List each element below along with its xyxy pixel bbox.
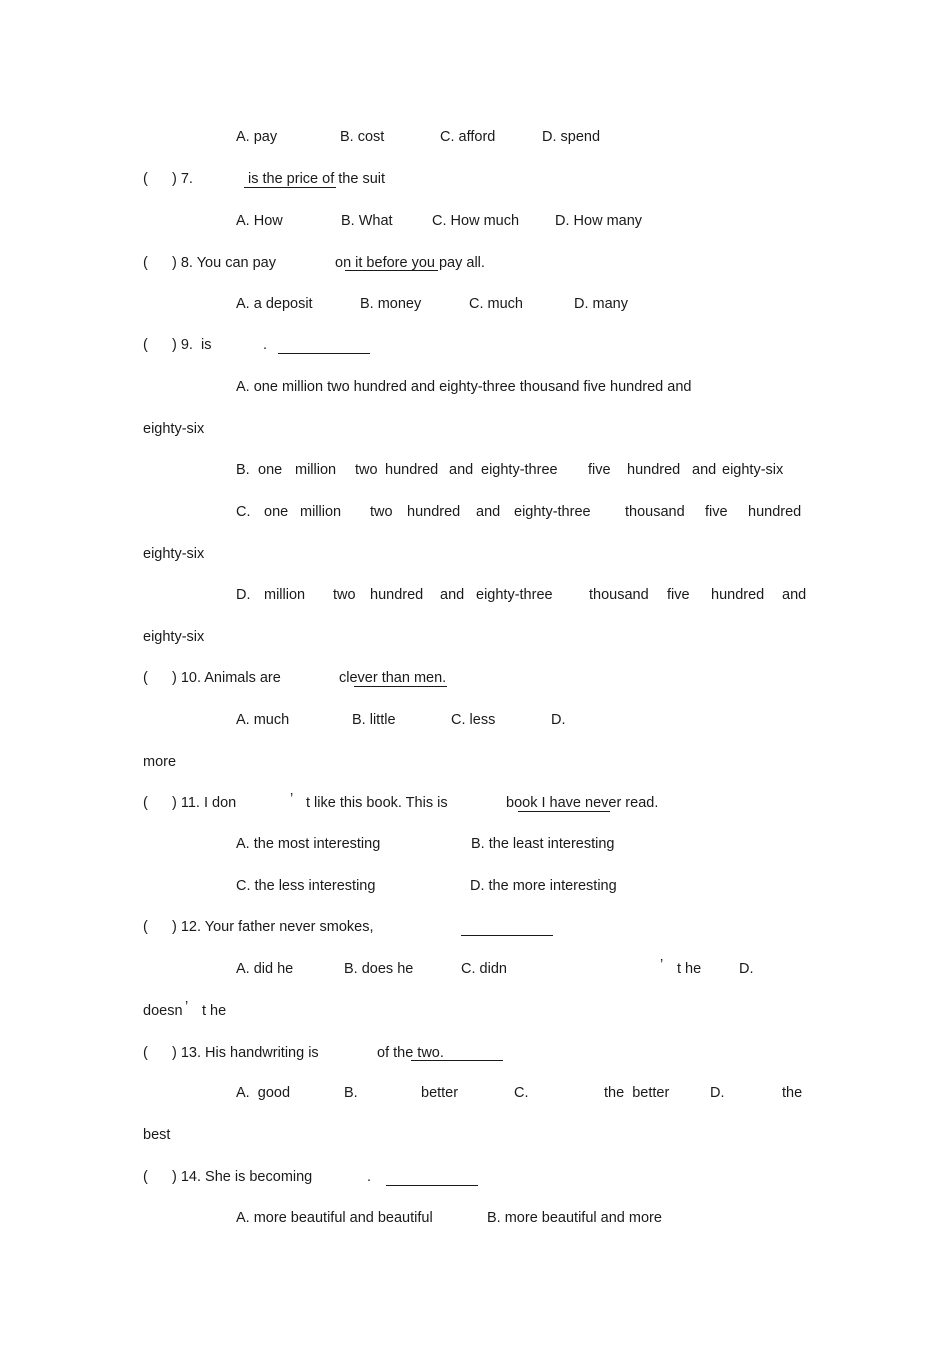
q10-option-d: D.: [551, 712, 566, 728]
answer-blank: [345, 270, 438, 271]
word: hundred: [748, 504, 802, 520]
word: million: [300, 504, 342, 520]
answer-blank: [411, 1060, 503, 1061]
question-stem-start: ) 13. His handwriting is: [172, 1045, 319, 1061]
apostrophe: ’: [660, 957, 664, 973]
word: and: [692, 462, 717, 478]
q12-option-d-continued: doesn: [143, 1003, 183, 1019]
word: hundred: [385, 462, 439, 478]
word: eighty-three: [514, 504, 591, 520]
word: D.: [236, 587, 251, 603]
question-stem-middle: t like this book. This is: [306, 795, 448, 811]
q12-option-d: D.: [739, 961, 754, 977]
question-stem-end: .: [263, 337, 268, 353]
word: and: [782, 587, 807, 603]
word: C.: [236, 504, 251, 520]
answer-blank: [278, 353, 370, 354]
q6-option-b: B. cost: [340, 129, 385, 145]
q8-option-a: A. a deposit: [236, 296, 313, 312]
answer-paren: (: [143, 337, 148, 353]
answer-paren: (: [143, 1045, 148, 1061]
word: eighty-six: [722, 462, 784, 478]
q11-option-d: D. the more interesting: [470, 878, 617, 894]
question-stem-end: book I have never read.: [506, 795, 659, 811]
q7-option-b: B. What: [341, 213, 393, 229]
q12-option-c-tail: t he: [677, 961, 702, 977]
q10-option-d-continued: more: [143, 754, 177, 770]
word: thousand: [589, 587, 649, 603]
word: five: [588, 462, 611, 478]
word: five: [667, 587, 690, 603]
question-number: ) 7.: [172, 171, 193, 187]
word: B.: [236, 462, 250, 478]
word: two: [370, 504, 393, 520]
word: two: [333, 587, 356, 603]
q13-option-b: B.: [344, 1085, 358, 1101]
word: and: [449, 462, 474, 478]
q10-option-a: A. much: [236, 712, 290, 728]
q12-option-b: B. does he: [344, 961, 414, 977]
question-stem-end: on it before you pay all.: [335, 255, 485, 271]
answer-paren: (: [143, 795, 148, 811]
q13-option-b-word: better: [421, 1085, 459, 1101]
question-stem-start: ) 10. Animals are: [172, 670, 281, 686]
question-stem-start: ) 11. I don: [172, 795, 237, 811]
word: million: [295, 462, 337, 478]
q7-option-a: A. How: [236, 213, 283, 229]
answer-blank: [461, 935, 553, 936]
question-stem: is the price of the suit: [248, 171, 386, 187]
q9-option-c-continued: eighty-six: [143, 546, 205, 562]
q9-option-d-continued: eighty-six: [143, 629, 205, 645]
q11-option-a: A. the most interesting: [236, 836, 381, 852]
question-stem: ) 12. Your father never smokes,: [172, 919, 374, 935]
q9-option-a: A. one million two hundred and eighty-three thousand five hundred and: [236, 379, 692, 395]
word: and: [440, 587, 465, 603]
q11-option-c: C. the less interesting: [236, 878, 376, 894]
question-stem-end: of the two.: [377, 1045, 444, 1061]
answer-blank: [518, 811, 610, 812]
q13-option-d: D.: [710, 1085, 725, 1101]
word: two: [355, 462, 378, 478]
question-stem-end: .: [367, 1169, 372, 1185]
q13-option-d-continued: best: [143, 1127, 171, 1143]
answer-paren: (: [143, 171, 148, 187]
word: thousand: [625, 504, 685, 520]
q10-option-c: C. less: [451, 712, 496, 728]
q10-option-b: B. little: [352, 712, 396, 728]
question-stem-start: ) 8. You can pay: [172, 255, 276, 271]
q6-option-c: C. afford: [440, 129, 496, 145]
word: hundred: [370, 587, 424, 603]
q12-option-d-tail: t he: [202, 1003, 227, 1019]
answer-paren: (: [143, 1169, 148, 1185]
q9-option-a-continued: eighty-six: [143, 421, 205, 437]
q6-option-d: D. spend: [542, 129, 601, 145]
answer-paren: (: [143, 670, 148, 686]
q13-option-c: C.: [514, 1085, 529, 1101]
q8-option-b: B. money: [360, 296, 422, 312]
word: hundred: [407, 504, 461, 520]
q11-option-b: B. the least interesting: [471, 836, 615, 852]
word: one: [258, 462, 283, 478]
word: eighty-three: [476, 587, 553, 603]
q8-option-d: D. many: [574, 296, 628, 312]
question-stem-start: ) 14. She is becoming: [172, 1169, 313, 1185]
q13-option-a: A. good: [236, 1085, 291, 1101]
answer-paren: (: [143, 919, 148, 935]
answer-blank: [244, 187, 336, 188]
question-stem-start: ) 9. is: [172, 337, 212, 353]
answer-blank: [386, 1185, 478, 1186]
q13-option-d-word: the: [782, 1085, 803, 1101]
q8-option-c: C. much: [469, 296, 523, 312]
word: hundred: [711, 587, 765, 603]
q7-option-c: C. How much: [432, 213, 520, 229]
word: and: [476, 504, 501, 520]
q12-option-c: C. didn: [461, 961, 507, 977]
answer-blank: [354, 686, 447, 687]
question-stem-end: clever than men.: [339, 670, 447, 686]
answer-paren: (: [143, 255, 148, 271]
word: five: [705, 504, 728, 520]
q14-option-b: B. more beautiful and more: [487, 1210, 662, 1226]
word: million: [264, 587, 306, 603]
apostrophe: ’: [185, 999, 189, 1015]
apostrophe: ’: [290, 791, 294, 807]
word: one: [264, 504, 289, 520]
q12-option-a: A. did he: [236, 961, 294, 977]
q6-option-a: A. pay: [236, 129, 278, 145]
q7-option-d: D. How many: [555, 213, 643, 229]
q14-option-a: A. more beautiful and beautiful: [236, 1210, 433, 1226]
word: hundred: [627, 462, 681, 478]
word: eighty-three: [481, 462, 558, 478]
q13-option-c-word: the better: [604, 1085, 670, 1101]
